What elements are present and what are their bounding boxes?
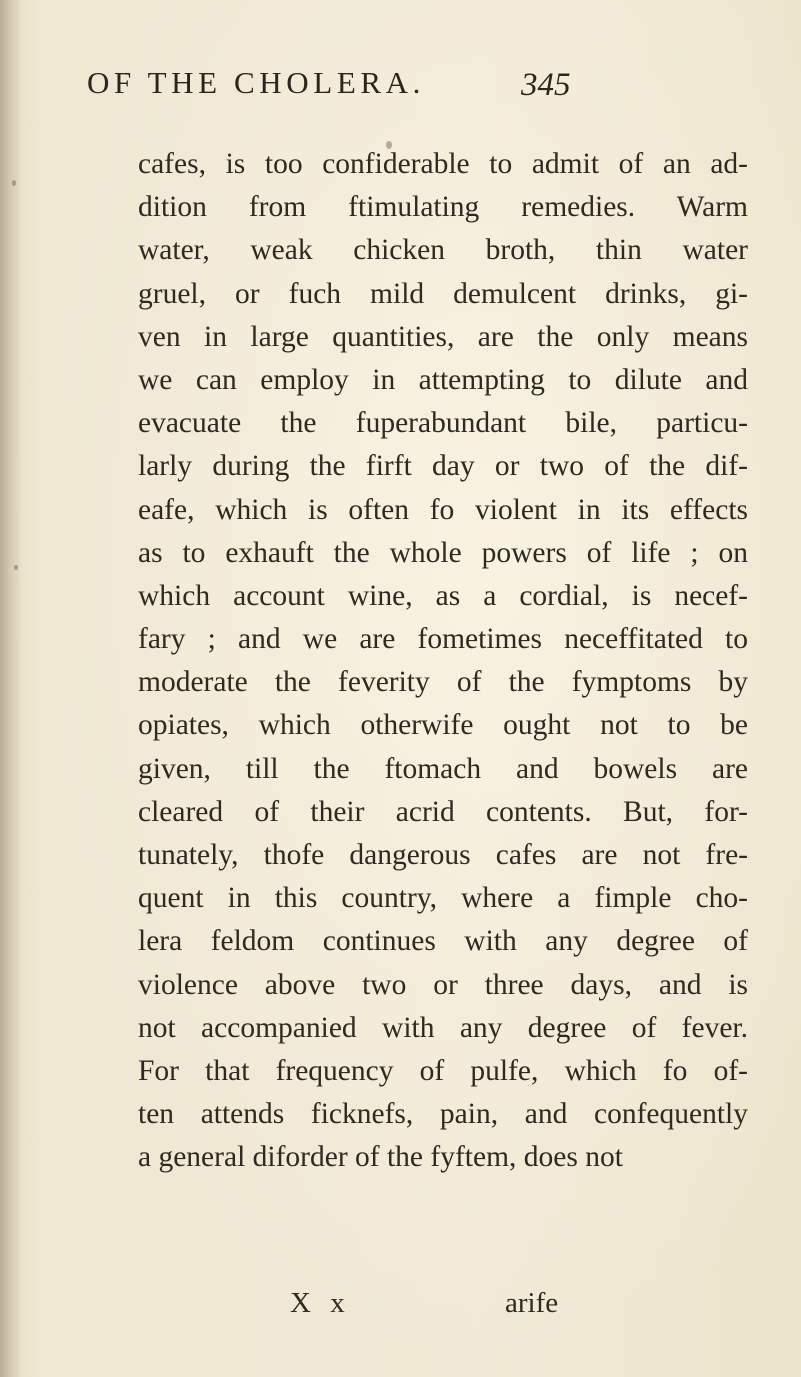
page-gutter-shadow — [0, 0, 22, 1377]
text-line: eafe, which is often fo violent in its effects — [138, 493, 748, 526]
running-head — [87, 65, 727, 125]
ink-speck — [12, 180, 16, 186]
text-line: lera feldom continues with any degree of — [138, 925, 748, 958]
ink-speck — [386, 141, 392, 149]
signature-mark: X x — [290, 1287, 351, 1319]
text-line: cleared of their acrid contents. But, for- — [138, 795, 748, 828]
text-line: as to exhauft the whole powers of life ; on — [138, 536, 748, 569]
text-line: dition from ftimulating remedies. Warm — [138, 191, 748, 224]
text-line: which account wine, as a cordial, is necef- — [138, 579, 748, 612]
text-line: evacuate the fuperabundant bile, particu- — [138, 407, 748, 440]
text-line: ten attends ficknefs, pain, and confequently — [138, 1098, 748, 1131]
text-line: gruel, or fuch mild demulcent drinks, gi- — [138, 277, 748, 310]
page-number: 345 — [521, 67, 571, 103]
text-line: not accompanied with any degree of fever. — [138, 1011, 748, 1044]
text-line: opiates, which otherwife ought not to be — [138, 709, 748, 742]
text-line: given, till the ftomach and bowels are — [138, 752, 748, 785]
text-line: ven in large quantities, are the only means — [138, 320, 748, 353]
text-line: a general diforder of the fyftem, does not — [138, 1141, 623, 1174]
catchword: arife — [505, 1287, 559, 1319]
text-line: tunately, thofe dangerous cafes are not fre- — [138, 839, 748, 871]
page-footer — [290, 1287, 690, 1327]
text-line: larly during the firft day or two of the dif- — [138, 450, 748, 483]
running-head-title: OF THE CHOLERA. — [87, 65, 425, 100]
text-line: moderate the feverity of the fymptoms by — [138, 666, 748, 699]
text-line: fary ; and we are fometimes neceffitated to — [138, 623, 748, 656]
text-line: For that frequency of pulfe, which fo of- — [138, 1054, 748, 1087]
text-line: quent in this country, where a fimple cho- — [138, 882, 748, 915]
ink-speck — [14, 565, 18, 570]
body-text — [138, 143, 748, 1180]
text-line: water, weak chicken broth, thin water — [138, 234, 748, 267]
text-line: we can employ in attempting to dilute and — [138, 363, 748, 396]
text-line: cafes, is too confiderable to admit of an ad- — [138, 148, 748, 180]
text-line: violence above two or three days, and is — [138, 968, 748, 1001]
